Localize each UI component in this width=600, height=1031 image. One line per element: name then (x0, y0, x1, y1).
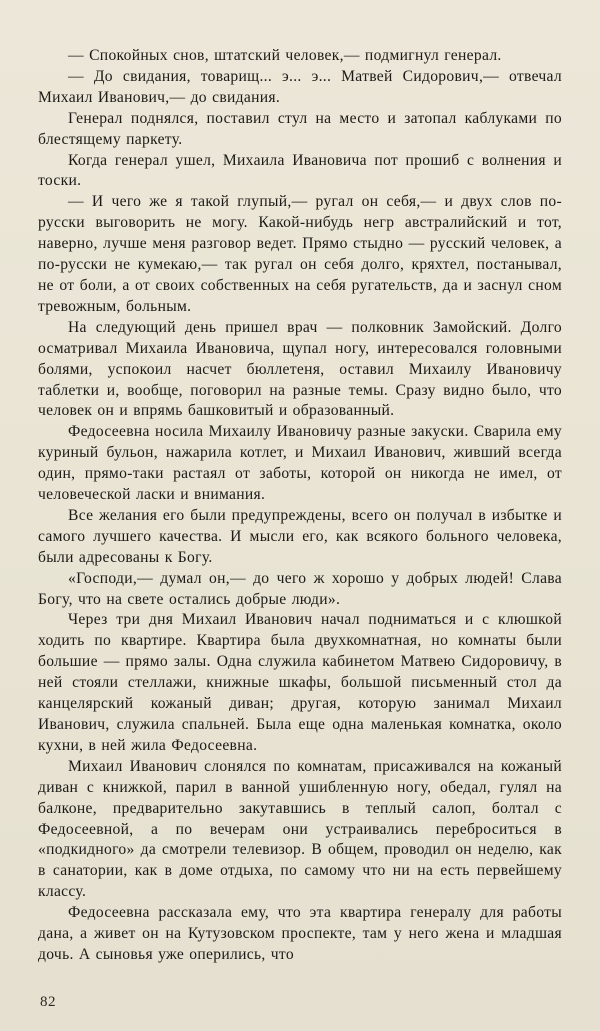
paragraph: Михаил Иванович слонялся по комнатам, присаживался на кожаный диван с книжкой, парил в ванной ушибленную ногу, обедал, гулял на балконе, предварительно закутавшись в теплый салоп, болтал с Федосеевной, а по вечерам они устраивались переброситься в «подкидного» да смотрели телевизор. В общем, проводил он неделю, как в санатории, как в доме отдыха, по самому что ни на есть первейшему классу. (38, 757, 562, 901)
paragraph: На следующий день пришел врач — полковник Замойский. Долго осматривал Михаила Ивановича, щупал ногу, интересовался головными болями, успокоил насчет бюллетеня, оставил Михаилу Ивановичу таблетки и, вообще, поговорил на разные темы. Сразу видно было, что человек он и впрямь башковитый и образованный. (38, 318, 562, 420)
paragraph: Когда генерал ушел, Михаила Ивановича пот прошиб с волнения и тоски. (38, 151, 562, 190)
paragraph: — До свидания, товарищ... э... э... Матвей Сидорович,— отвечал Михаил Иванович,— до свидания. (38, 67, 562, 106)
paragraph: Все желания его были предупреждены, всего он получал в избытке и самого лучшего качества. И мысли его, как всякого больного человека, были адресованы к Богу. (38, 506, 562, 566)
paragraph: Через три дня Михаил Иванович начал подниматься и с клюшкой ходить по квартире. Квартира была двухкомнатная, но комнаты были большие — прямо залы. Одна служила кабинетом Матвею Сидоровичу, в ней стояли стеллажи, книжные шкафы, большой письменный стол да канцелярский кожаный диван; другая, которую занимал Михаил Иванович, служила спальней. Была еще одна маленькая комнатка, около кухни, в ней жила Федосеевна. (38, 611, 562, 754)
paragraph: «Господи,— думал он,— до чего ж хорошо у добрых людей! Слава Богу, что на свете остались добрые люди». (38, 569, 562, 608)
paragraph: Генерал поднялся, поставил стул на место и затопал каблуками по блестящему паркету. (38, 109, 562, 148)
paragraph: — И чего же я такой глупый,— ругал он себя,— и двух слов по-русски выговорить не могу. Какой-нибудь негр австралийский и тот, наверно, лучше меня разговор ведет. Прямо стыдно — русский человек, а по-русски не кумекаю,— так ругал он себя долго, кряхтел, постанывал, не от боли, а от своих собственных на себя ругательств, да и заснул сном тревожным, больным. (38, 193, 562, 315)
text-block (38, 46, 562, 966)
paragraph: — Спокойных снов, штатский человек,— подмигнул генерал. (68, 47, 502, 64)
paragraph: Федосеевна рассказала ему, что эта квартира генералу для работы дана, а живет он на Кутузовском проспекте, там у него жена и младшая дочь. А сыновья уже оперились, что (38, 904, 562, 963)
page-number: 82 (40, 994, 56, 1010)
paragraph: Федосеевна носила Михаилу Ивановичу разные закуски. Сварила ему куриный бульон, нажарила котлет, и Михаил Иванович, живший всегда один, прямо-таки растаял от заботы, которой он никогда не имел, от человеческой ласки и внимания. (38, 423, 562, 504)
